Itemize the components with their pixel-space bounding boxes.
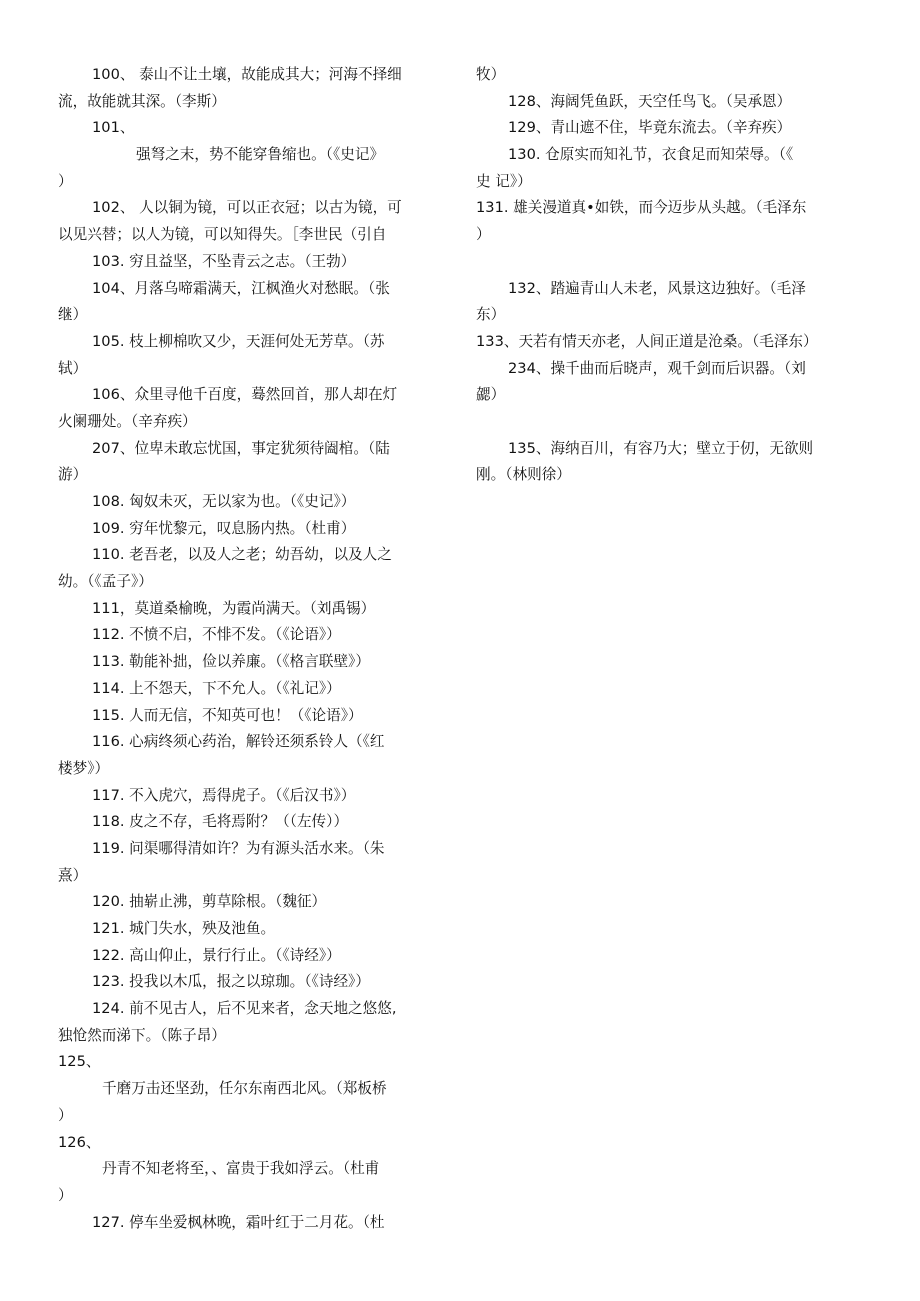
- text-line: 129、青山遮不住，毕竟东流去。（辛弃疾）: [508, 119, 792, 137]
- text-line: 游）: [58, 466, 88, 484]
- text-line: [476, 249, 856, 276]
- text-line: 牧）: [476, 66, 506, 83]
- text-line: 122. 高山仰止，景行行止。（《诗经》）: [92, 946, 341, 964]
- text-line: 117. 不入虎穴，焉得虎子。（《后汉书》）: [92, 786, 356, 804]
- text-line: 115. 人而无信，不知英可也！（《论语》）: [92, 706, 363, 724]
- text-line: 勰）: [476, 386, 506, 404]
- text-line: 119. 问渠哪得清如许？为有源头活水来。（朱: [92, 839, 385, 857]
- text-line: 234、操千曲而后晓声，观千剑而后识器。（刘: [508, 359, 806, 377]
- text-line: 130. 仓原实而知礼节，衣食足而知荣辱。（《: [508, 146, 794, 164]
- text-line: 116. 心病终须心药治，解铃还须系铃人（《红: [92, 733, 385, 751]
- text-line: 123. 投我以木瓜，报之以琼珈。（《诗经》）: [92, 973, 370, 991]
- text-line: ）: [476, 226, 491, 244]
- text-line: 刚。（林则徐）: [476, 466, 571, 484]
- text-line: 102、 人以铜为镜，可以正衣冠；以古为镜，可: [92, 199, 402, 217]
- text-line: 126、: [58, 1133, 101, 1151]
- text-line: 幼。（《孟子》）: [58, 573, 153, 591]
- text-line: 112. 不愤不启，不悱不发。（《论语》）: [92, 626, 341, 644]
- left-column: [58, 62, 436, 1236]
- text-line: ）: [58, 1186, 73, 1204]
- text-line: ）: [58, 1106, 73, 1124]
- text-line: 丹青不知老将至，、富贵于我如浮云。（杜甫: [102, 1160, 380, 1178]
- text-line: 128、海阔凭鱼跃，天空任鸟飞。（吴承恩）: [508, 92, 792, 110]
- text-line: [476, 409, 856, 436]
- text-line: 流，故能就其深。（李斯）: [58, 92, 226, 110]
- text-line: 113. 勒能补拙，俭以养廉。（《格言联壁》）: [92, 653, 370, 671]
- text-line: 火阑珊处。（辛弃疾）: [58, 412, 197, 430]
- text-line: 114. 上不怨天，下不允人。（《礼记》）: [92, 679, 341, 697]
- text-line: 史 记》）: [476, 172, 532, 190]
- text-line: 东）: [476, 306, 506, 324]
- text-line: 强弩之末，势不能穿鲁缩也。（《史记》: [136, 146, 385, 164]
- text-line: ）: [58, 172, 73, 190]
- text-line: 103. 穷且益坚，不坠青云之志。（王勃）: [92, 252, 356, 270]
- right-column: [476, 62, 856, 489]
- text-line: 继）: [58, 306, 88, 324]
- text-line: 100、 泰山不让土壤，故能成其大；河海不择细: [92, 66, 402, 83]
- text-line: 101、: [92, 119, 135, 137]
- text-line: 131. 雄关漫道真•如铁，而今迈步从头越。（毛泽东: [476, 199, 807, 217]
- text-line: 104、月落乌啼霜满天，江枫渔火对愁眠。（张: [92, 279, 390, 297]
- text-line: 207、位卑未敢忘忧国，事定犹须待阖棺。（陆: [92, 439, 390, 457]
- text-line: 127. 停车坐爱枫林晚，霜叶红于二月花。（杜: [92, 1213, 385, 1231]
- text-line: 125、: [58, 1053, 101, 1071]
- text-line: 118. 皮之不存，毛将焉附？（（左传））: [92, 813, 349, 831]
- text-line: 133、天若有情天亦老，人间正道是沧桑。（毛泽东）: [476, 332, 818, 350]
- text-line: 108. 匈奴未灭，无以家为也。（《史记》）: [92, 493, 356, 510]
- text-line: 135、海纳百川，有容乃大；壁立于仞，无欲则: [508, 439, 814, 457]
- text-line: 120. 抽崭止沸，剪草除根。（魏征）: [92, 893, 327, 911]
- text-line: 楼梦》）: [58, 759, 110, 777]
- text-line: 熹）: [58, 866, 88, 884]
- text-line: 千磨万击还坚劲，任尔东南西北风。（郑板桥: [102, 1080, 387, 1098]
- text-line: 106、众里寻他千百度，蓦然回首，那人却在灯: [92, 386, 398, 404]
- text-line: 121. 城门失水，殃及池鱼。: [92, 920, 276, 937]
- text-line: 独怆然而涕下。（陈子昂）: [58, 1026, 226, 1044]
- text-line: 124. 前不见古人，后不见来者，念天地之悠悠,: [92, 1000, 397, 1018]
- text-line: 111，莫道桑榆晚，为霞尚满天。（刘禹锡）: [92, 599, 376, 617]
- text-line: 以见兴替；以人为镜，可以知得失。［李世民（引自: [58, 226, 387, 244]
- text-line: 132、踏遍青山人未老，风景这边独好。（毛泽: [508, 279, 806, 297]
- text-line: 110. 老吾老，以及人之老；幼吾幼，以及人之: [92, 546, 392, 564]
- text-line: 轼）: [58, 359, 88, 377]
- text-line: 105. 枝上柳棉吹又少，天涯何处无芳草。（苏: [92, 332, 385, 350]
- text-line: 109. 穷年忧黎元，叹息肠内热。（杜甫）: [92, 519, 356, 537]
